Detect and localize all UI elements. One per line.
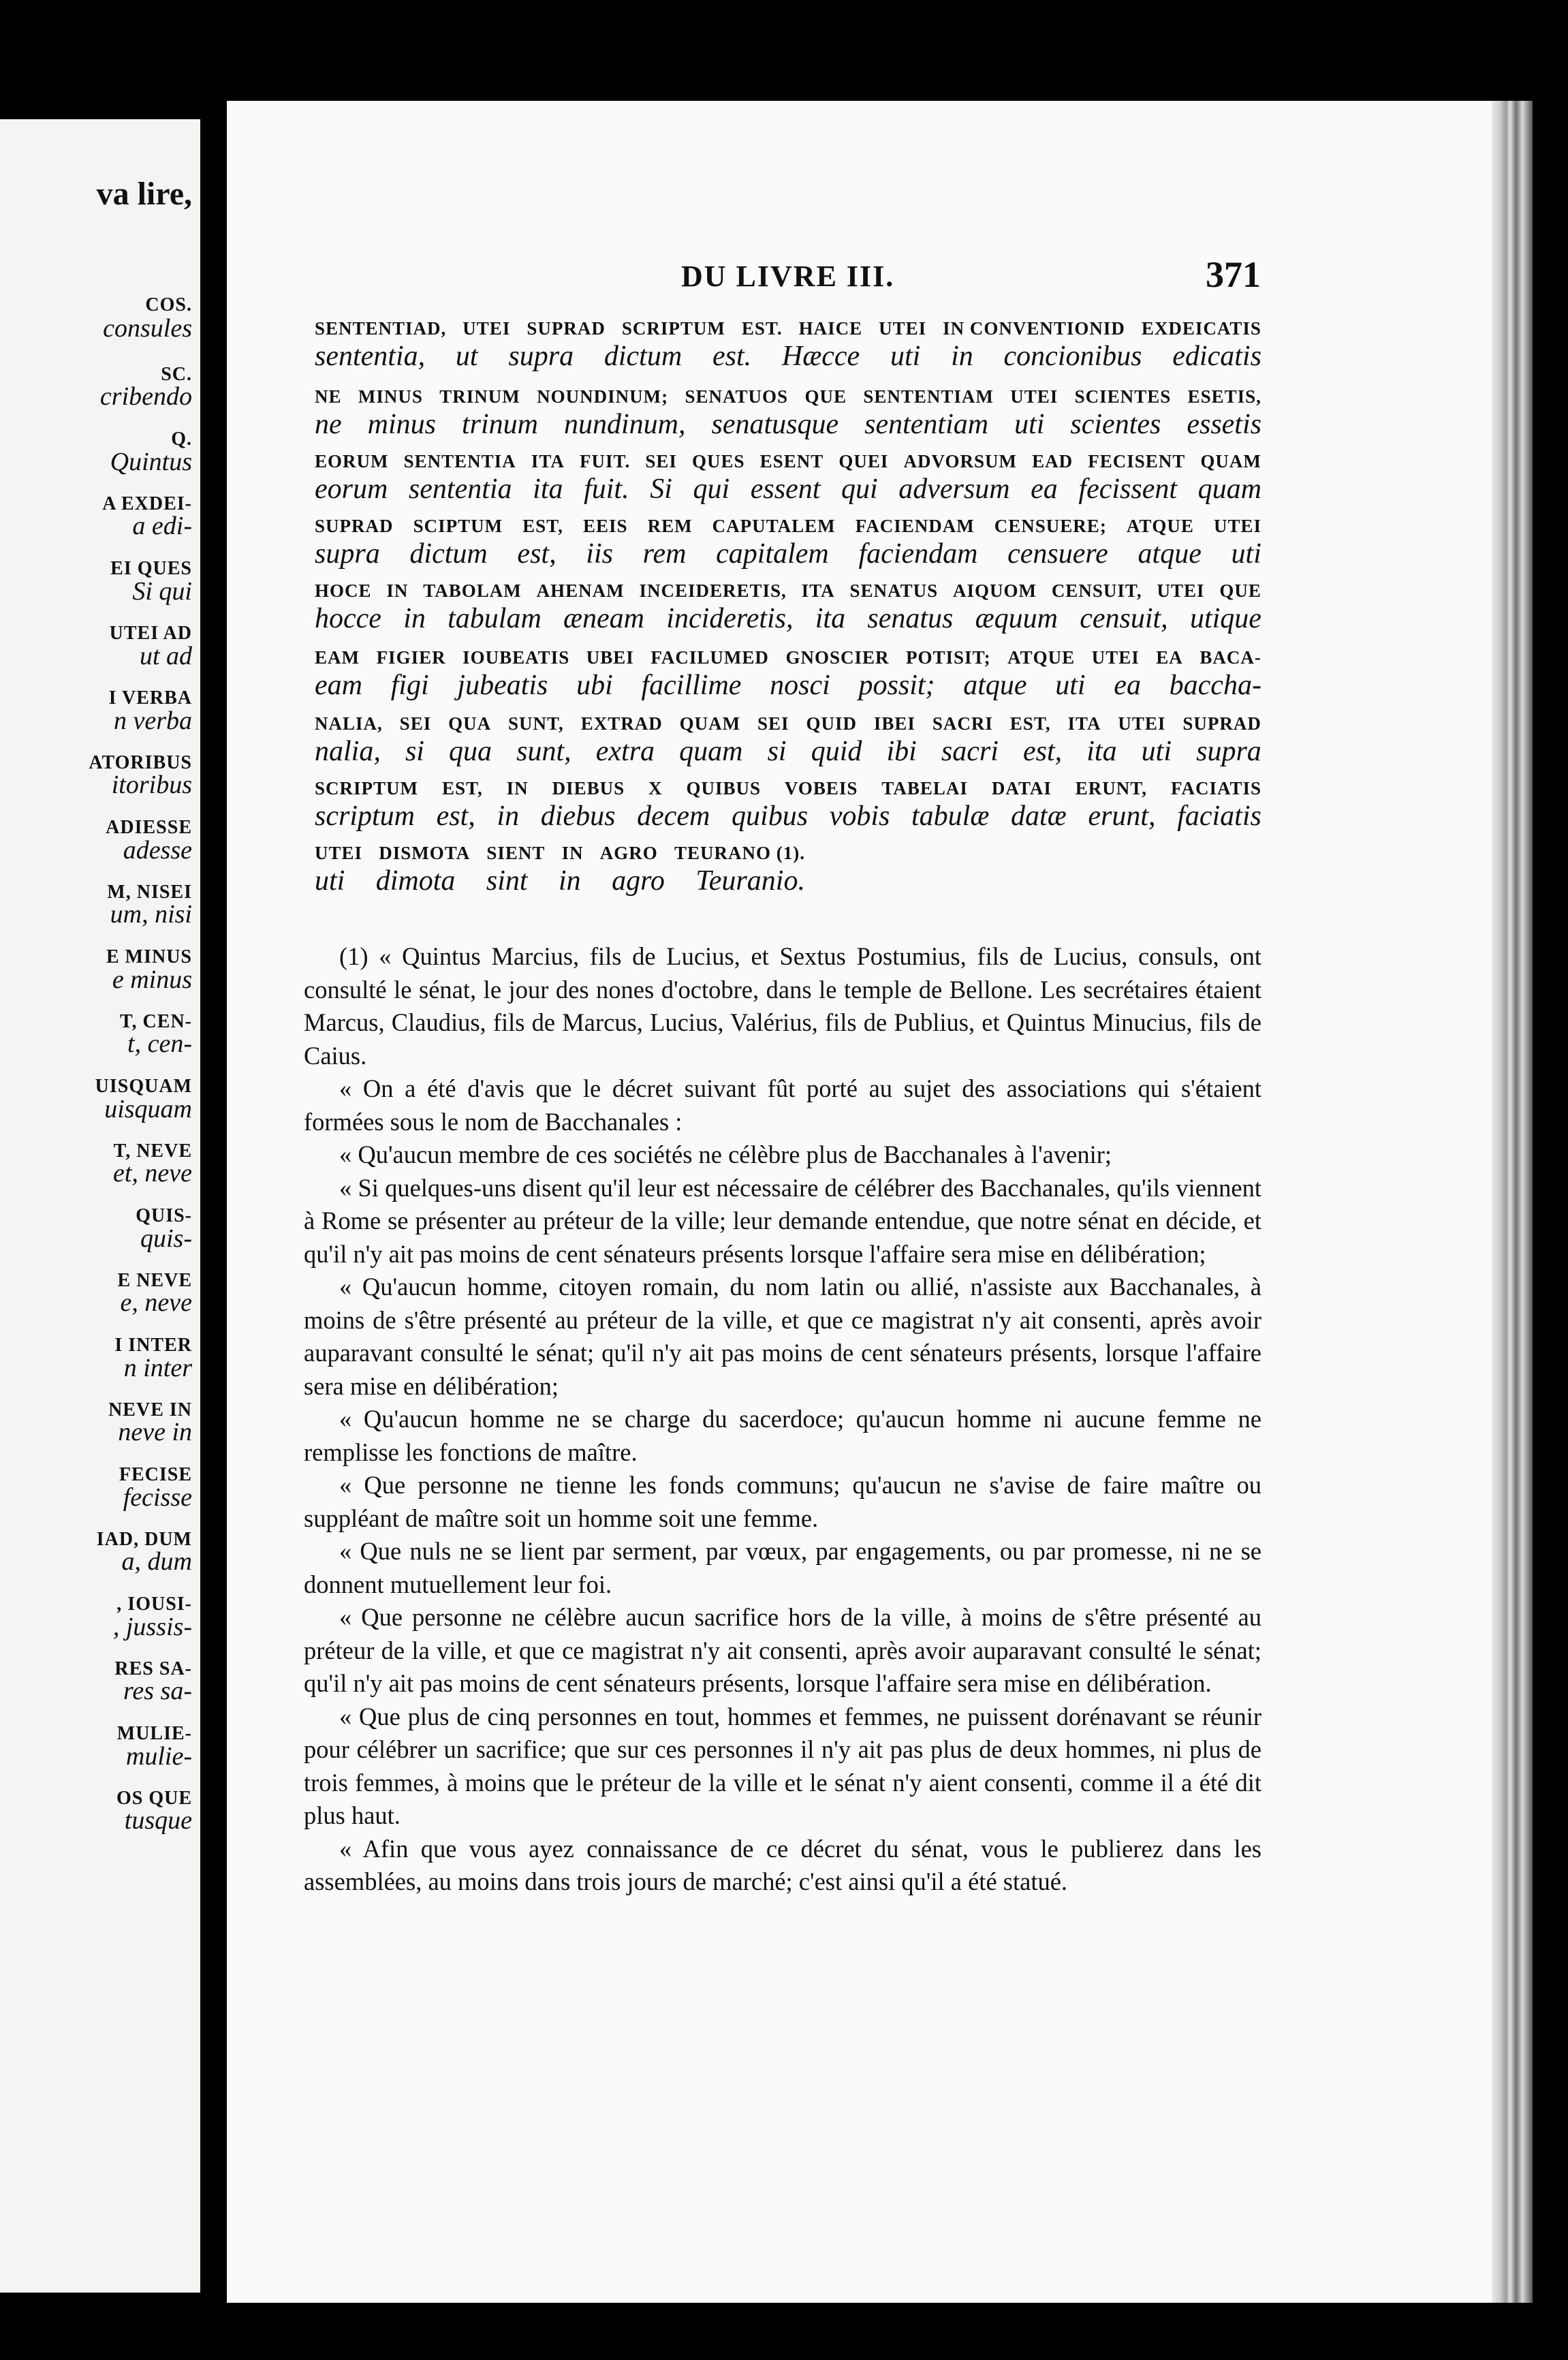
latin-word: dictum [603,341,683,372]
facing-page-word: itoribus [111,771,192,799]
gutter-shadow [200,102,223,2303]
facing-page-word: EI QUES [110,558,192,579]
facing-page-word: IAD, DUM [96,1529,192,1550]
latin-word: IN [386,580,409,601]
latin-word: QUID [806,713,857,734]
latin-word: ita [1086,736,1117,767]
latin-word: SENATUOS [685,386,789,407]
facing-page-word: consules [103,314,192,343]
latin-word: EST, [441,778,483,798]
archaic-latin-line [315,712,1261,735]
facing-page-word: T, NEVE [113,1140,192,1162]
latin-word: trinum [461,409,538,440]
latin-word: uti [890,341,921,372]
latin-word: QUA [448,713,492,734]
latin-word: SCRIPTUM [315,778,419,798]
latin-word: UTEI [1157,580,1205,601]
facing-page-word: a edi- [132,512,192,540]
latin-word: uti [1055,670,1086,701]
facing-page-word: n inter [123,1354,192,1382]
latin-word: quibus [732,801,809,832]
latin-word: POTISIT; [906,647,991,668]
classical-latin-line [315,735,1261,768]
facing-page-word: adesse [123,836,192,865]
latin-word: in [558,865,581,897]
latin-word: ut [455,341,478,372]
latin-word: IN [506,778,529,798]
latin-word: ita [533,473,563,505]
facing-page-word: Quintus [110,448,192,476]
latin-word: Hæcce [781,341,860,372]
latin-word: INCEIDERETIS, [639,580,787,601]
latin-line-pair [315,317,1261,373]
facing-page-word: ATORIBUS [89,752,192,773]
latin-word: quam [1197,473,1261,505]
latin-word: CAPUTALEM [712,516,836,536]
facing-page-word: RES SA- [114,1658,192,1679]
latin-word: jubeatis [457,670,548,701]
latin-word: CENSUERE; [994,516,1107,536]
facing-page-word: QUIS- [136,1205,192,1226]
classical-latin-line [315,473,1261,506]
latin-word: HAICE [798,318,863,339]
classical-latin-line [315,865,805,897]
facing-page-word: A EXDEI- [102,493,192,514]
latin-word: SENATUS [849,580,939,601]
latin-word: ea [1031,473,1058,505]
archaic-latin-line [315,385,1261,408]
facing-page-fragment [0,119,200,2293]
archaic-latin-line [315,450,1261,473]
latin-word: X [648,778,663,798]
footnote-paragraph: « Si quelques-uns disent qu'il leur est nécessaire de célébrer des Bacchanales, qu'ils viennent à Rome se présenter au préteur de la ville; leur demande entendue, que notre sénat en décide, et qu'il n'y ait pas moins de cent sénateurs présents lorsque l'affaire sera mise en délibération; [304,1173,1261,1268]
latin-word: SEI [757,713,789,734]
latin-word: FIGIER [376,647,446,668]
facing-page-word: , jussis- [112,1613,192,1641]
latin-word: fecissent [1078,473,1178,505]
latin-word: UTEI [1118,713,1166,734]
footnote-paragraph: « Qu'aucun homme, citoyen romain, du nom latin ou allié, n'assiste aux Bacchanales, à moins de s'être présenté au préteur de la ville, et que ce magistrat n'y ait consenti, après avoir auparavant consulté le sénat; qu'il n'y ait pas moins de cent sénateurs présents, lorsque l'affaire sera mise en délibération; [304,1273,1261,1400]
latin-word: SCRIPTUM [621,318,725,339]
classical-latin-line [315,669,1261,702]
latin-word: eorum [315,473,388,505]
latin-word: DISMOTA [379,843,471,863]
latin-word: REM [647,516,693,536]
latin-word: QUIBUS [686,778,761,798]
latin-word: EA [1156,647,1183,668]
latin-word: ERUNT, [1075,778,1148,798]
latin-word: VOBEIS [784,778,858,798]
latin-word: si [767,736,787,767]
latin-word: nundinum, [563,409,686,440]
latin-word: NOUNDINUM; [537,386,669,407]
latin-word: TEURANO (1). [674,843,805,863]
footnote-paragraph: « Que nuls ne se lient par serment, par vœux, par engagements, ou par promesse, ni ne se donnent mutuellement leur foi. [304,1537,1261,1598]
latin-line-pair [315,777,1261,833]
facing-page-word: E NEVE [117,1270,192,1291]
latin-word: diebus [540,801,616,832]
running-title: DU LIVRE III. [681,260,895,293]
classical-latin-line [315,538,1261,570]
latin-word: est, [1022,736,1063,767]
latin-word: agro [612,865,665,897]
latin-word: ADVORSUM [903,451,1017,471]
facing-page-word: e, neve [120,1288,192,1317]
latin-word: sententiam [864,409,989,440]
latin-word: qui [841,473,878,505]
latin-word: QUE [804,386,847,407]
latin-word: IN CONVENTIONID [943,318,1125,339]
footnote-paragraph: « Que personne ne célèbre aucun sacrifice hors de la ville, à moins de s'être présenté au préteur de la ville, et que ce magistrat n'y ait consenti, après avoir auparavant consulté le sénat; qu'il n'y ait pas moins de cent sénateurs présents, lorsque l'affaire sera mise en délibération. [304,1603,1261,1697]
facing-page-word: ADIESSE [106,817,192,838]
latin-word: DATAI [991,778,1052,798]
latin-word: IBEI [873,713,915,734]
latin-word: UTEI [462,318,511,339]
latin-word: sunt, [516,736,571,767]
page-number: 371 [1206,254,1261,295]
facing-page-word: e minus [112,965,192,994]
latin-word: concionibus [1003,341,1142,372]
footnote-paragraph: « Qu'aucun membre de ces sociétés ne célèbre plus de Bacchanales à l'avenir; [339,1140,1112,1168]
latin-word: SUPRAD [527,318,606,339]
latin-word: IN [561,843,584,863]
latin-word: faciendam [858,538,978,570]
footnote-paragraph: « Qu'aucun homme ne se charge du sacerdoce; qu'aucun homme ni aucune femme ne remplisse les fonctions de maître. [304,1405,1261,1466]
facing-page-word: va lire, [96,176,192,212]
latin-word: FACIENDAM [855,516,975,536]
latin-word: in [951,341,973,372]
latin-word: adversum [898,473,1010,505]
latin-line-pair [315,841,805,897]
latin-word: SENTENTIAD, [315,318,447,339]
facing-page-word: SC. [161,364,192,385]
latin-word: UTEI [315,843,363,863]
latin-word: rem [642,538,687,570]
latin-word: faciatis [1177,801,1261,832]
latin-word: nalia, [315,736,381,767]
facing-page-word: UISQUAM [95,1076,192,1097]
facing-page-word: tusque [124,1806,192,1835]
latin-word: censuit, [1080,603,1168,634]
facing-page-word: ut ad [139,642,192,670]
classical-latin-line [315,340,1261,373]
facing-page-word: FECISE [119,1464,192,1485]
latin-word: MINUS [358,386,423,407]
latin-word: QUES [692,451,745,471]
latin-word: uti [1231,538,1261,570]
facing-page-word: M, NISEI [107,882,192,903]
page-edge-stack [1492,101,1533,2303]
facing-page-word: MULIE- [116,1723,192,1744]
latin-word: SUNT, [508,713,564,734]
facing-page-word: et, neve [112,1159,192,1187]
latin-line-pair [315,646,1261,702]
latin-word: qui [693,473,730,505]
latin-word: EST, [1009,713,1051,734]
latin-word: dimota [375,865,456,897]
footnote-paragraph: « Afin que vous ayez connaissance de ce décret du sénat, vous le publierez dans les assemblées, au moins dans trois jours de marché; c'est ainsi qu'il a été statué. [304,1834,1261,1895]
latin-word: ibi [886,736,917,767]
latin-word: CENSUIT, [1051,580,1142,601]
latin-word: atque [963,670,1027,701]
latin-word: essetis [1187,409,1261,440]
latin-word: uti [1014,409,1045,440]
latin-word: est, [517,538,556,570]
latin-word: QUEI [838,451,889,471]
latin-word: AHENAM [536,580,625,601]
latin-word: eam [315,670,362,701]
footnote-translation [304,940,1261,1899]
latin-word: TABELAI [881,778,968,798]
archaic-latin-line [315,841,805,865]
latin-word: ESETIS, [1187,386,1261,407]
latin-word: nosci [770,670,830,701]
latin-word: minus [367,409,436,440]
latin-word: ATQUE [1007,647,1076,668]
latin-word: si [405,736,424,767]
facing-page-word: E MINUS [106,946,192,967]
latin-word: ita [815,603,846,634]
archaic-latin-line [315,317,1261,340]
latin-word: utique [1189,603,1261,634]
latin-word: FACIATIS [1170,778,1261,798]
latin-word: ea [1114,670,1141,701]
latin-word: essent [750,473,821,505]
latin-word: baccha- [1169,670,1261,701]
latin-word: dictum [409,538,488,570]
latin-word: UTEI [879,318,927,339]
latin-word: censuere [1007,538,1108,570]
latin-word: AGRO [599,843,658,863]
latin-word: uti [1141,736,1172,767]
latin-word: HOCE [315,580,372,601]
latin-word: uti [315,865,345,897]
latin-word: SIENT [486,843,546,863]
latin-word: ITA [801,580,835,601]
latin-word: SCIPTUM [413,516,503,536]
latin-word: figi [390,670,429,701]
latin-word: SCIENTES [1074,386,1172,407]
latin-line-pair [315,514,1261,570]
latin-word: EAD [1032,451,1073,471]
archaic-latin-line [315,579,1261,602]
latin-word: qua [449,736,492,767]
latin-word: fuit. [584,473,629,505]
latin-word: capitalem [716,538,829,570]
latin-word: EXTRAD [580,713,663,734]
latin-word: in [403,603,426,634]
latin-word: EEIS [583,516,628,536]
latin-word: in [497,801,520,832]
facing-page-word: I INTER [114,1335,192,1356]
facing-page-word: , IOUSI- [116,1594,192,1615]
latin-word: supra [1196,736,1261,767]
facing-page-word: cribendo [99,382,192,411]
latin-word: FACILUMED [650,647,769,668]
latin-word: senatus [867,603,954,634]
facing-page-word: OS QUE [116,1788,192,1809]
latin-word: EAM [315,647,360,668]
latin-word: est. [712,341,752,372]
latin-word: datæ [1011,801,1067,832]
archaic-latin-line [315,646,1261,669]
facing-page-word: I VERBA [108,687,192,709]
latin-word: EST. [741,318,783,339]
latin-word: edicatis [1172,341,1261,372]
facing-page-word: uisquam [104,1095,192,1123]
latin-word: atque [1138,538,1202,570]
latin-word: NE [315,386,342,407]
footnote-paragraph: (1) « Quintus Marcius, fils de Lucius, et Sextus Postumius, fils de Lucius, consuls, ont consulté le sénat, le jour des nones d'octobre, dans le temple de Bellone. Les secrétaires étaient Marcus, Claudius, fils de Marcus, Lucius, Valérius, fils de Publius, et Quintus Minucius, fils de Caius. [304,942,1261,1070]
latin-word: QUE [1219,580,1261,601]
facing-page-word: COS. [145,294,192,315]
facing-page-word: fecisse [123,1483,192,1512]
facing-page-word: a, dum [121,1547,192,1576]
latin-word: UTEI [1091,647,1140,668]
latin-word: UTEI [1010,386,1059,407]
latin-word: æquum [975,603,1058,634]
latin-word: ATQUE [1126,516,1194,536]
latin-word: facillime [641,670,742,701]
latin-word: EXDEICATIS [1141,318,1261,339]
facing-page-word: mulie- [125,1742,192,1771]
latin-word: QUAM [1200,451,1261,471]
latin-word: QUAM [679,713,741,734]
latin-word: SEI [645,451,677,471]
latin-word: quam [679,736,743,767]
facing-page-word: quis- [140,1224,192,1253]
facing-page-word: res sa- [123,1677,192,1705]
latin-word: UTEI [1213,516,1261,536]
footnote-paragraph: « Que plus de cinq personnes en tout, hommes et femmes, ne puissent dorénavant se réunir pour célébrer un sacrifice; que sur ces personnes il n'y ait pas plus de deux hommes, ni plus de trois femmes, à moins que le préteur de la ville et le sénat n'y aient consenti, comme il a été dit plus haut. [304,1702,1261,1829]
facing-page-word: NEVE IN [108,1399,192,1420]
latin-word: SENTENTIAM [863,386,994,407]
latin-word: sint [486,865,528,897]
latin-word: decem [637,801,710,832]
latin-word: EORUM [315,451,389,471]
latin-word: ITA [531,451,565,471]
latin-line-pair [315,450,1261,506]
latin-word: sententia [408,473,512,505]
classical-latin-line [315,800,1261,833]
latin-word: SEI [399,713,432,734]
latin-word: senatusque [711,409,839,440]
classical-latin-line [315,602,1261,635]
latin-word: ESENT [759,451,824,471]
facing-page-word: UTEI AD [109,623,192,644]
latin-word: SACRI [932,713,993,734]
latin-line-pair [315,712,1261,768]
footnote-paragraph: « Que personne ne tienne les fonds communs; qu'aucun ne s'avise de faire maître ou suppléant de maître soit un homme soit une femme. [304,1471,1261,1532]
latin-word: FUIT. [579,451,631,471]
latin-word: incideretis, [666,603,794,634]
latin-word: TABOLAM [423,580,522,601]
archaic-latin-line [315,777,1261,800]
latin-word: Teuranio. [695,865,805,897]
latin-word: scriptum [315,801,415,832]
facing-page-word: T, CEN- [119,1011,192,1032]
latin-word: iis [586,538,613,570]
latin-word: possit; [858,670,935,701]
latin-word: tabulam [448,603,542,634]
footnote-paragraph: « On a été d'avis que le décret suivant fût porté au sujet des associations qui s'étaient formées sous le nom de Bacchanales : [304,1074,1261,1136]
latin-word: hocce [315,603,381,634]
latin-line-pair [315,579,1261,635]
latin-word: quid [811,736,862,767]
latin-word: EST, [522,516,563,536]
latin-word: erunt, [1088,801,1156,832]
latin-word: ubi [576,670,613,701]
archaic-latin-line [315,514,1261,538]
latin-word: GNOSCIER [785,647,890,668]
latin-word: SUPRAD [1182,713,1261,734]
latin-word: æneam [563,603,645,634]
latin-word: extra [595,736,655,767]
facing-page-word: Q. [171,429,192,450]
facing-page-word: Si qui [132,577,192,606]
facing-page-word: neve in [118,1418,192,1446]
latin-word: AIQUOM [952,580,1037,601]
latin-word: ne [315,409,342,440]
latin-word: UBEI [586,647,634,668]
facing-page-word: t, cen- [127,1029,192,1058]
latin-word: sacri [941,736,999,767]
latin-word: SENTENTIA [403,451,516,471]
classical-latin-line [315,408,1261,441]
latin-word: SUPRAD [315,516,394,536]
latin-word: ITA [1067,713,1101,734]
latin-word: sententia, [315,341,426,372]
latin-word: vobis [829,801,890,832]
latin-word: IOUBEATIS [462,647,570,668]
latin-line-pair [315,385,1261,441]
latin-word: tabulæ [911,801,990,832]
latin-word: Si [650,473,672,505]
latin-word: supra [315,538,380,570]
latin-word: supra [508,341,574,372]
latin-word: DIEBUS [552,778,625,798]
latin-word: scientes [1070,409,1161,440]
facing-page-word: n verba [113,707,192,735]
latin-word: BACA- [1199,647,1261,668]
latin-word: TRINUM [439,386,520,407]
facing-page-word: um, nisi [110,900,192,929]
latin-word: est, [436,801,475,832]
latin-word: FECISENT [1088,451,1186,471]
latin-word: NALIA, [315,713,383,734]
